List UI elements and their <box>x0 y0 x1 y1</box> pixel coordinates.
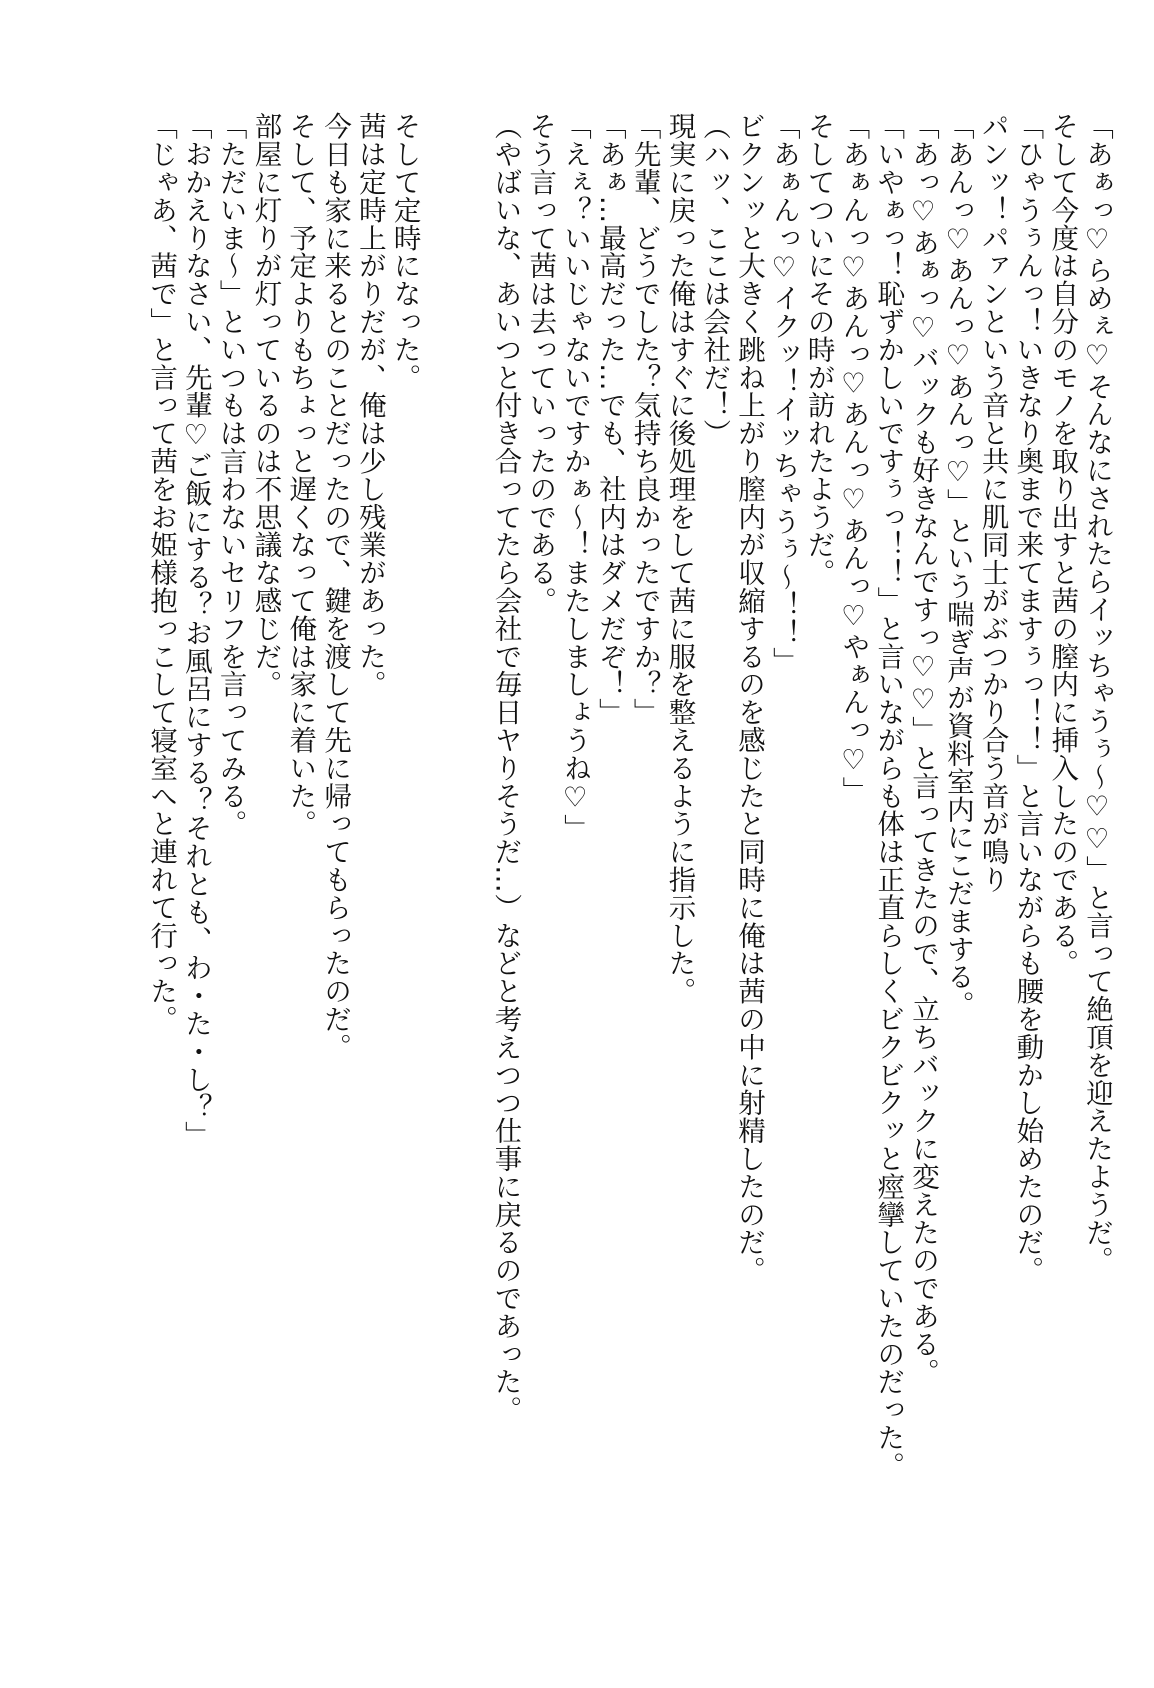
text-line: ビクンッと大きく跳ね上がり膣内が収縮するのを感じたと同時に俺は茜の中に射精したのだ。 <box>733 112 766 1284</box>
text-line: 「あぁんっ♡イクッ！イッちゃうぅ～！！」 <box>767 112 800 675</box>
text-line: 「あっ♡あぁっ♡バックも好きなんですっ♡♡」と言ってきたので、立ちバックに変えたのである。 <box>907 112 940 1386</box>
vertical-text-body <box>143 112 1114 1652</box>
text-line: 「ひゃうぅんっ！いきなり奥まで来てますぅっ！！」と言いながらも腰を動かし始めたのだ。 <box>1011 112 1044 1284</box>
text-line: 茜は定時上がりだが、俺は少し残業があった。 <box>353 112 386 698</box>
text-line: 現実に戻った俺はすぐに後処理をして茜に服を整えるように指示した。 <box>663 112 696 1005</box>
text-line: そして、予定よりもちょっと遅くなって俺は家に着いた。 <box>284 112 317 838</box>
text-line: そしてついにその時が訪れたようだ。 <box>802 112 835 587</box>
text-line: 「いやぁっ！恥ずかしいですぅっ！！」と言いながらも体は正直らしくビクビクッと痙攣していたのだった。 <box>872 112 905 1480</box>
text-line: 今日も家に来るとのことだったので、鍵を渡して先に帰ってもらったのだ。 <box>319 112 352 1061</box>
text-line: （ハッ、ここは会社だ！） <box>698 112 731 447</box>
text-line: 「あぁっ♡らめぇ♡そんなにされたらイッちゃうぅ～♡♡」と言って絶頂を迎えたようだ。 <box>1081 112 1113 1274</box>
text-line: 「おかえりなさい、先輩♡ご飯にする？お風呂にする？それとも、わ・た・し？」 <box>179 112 212 1149</box>
text-line: 「先輩、どうでした？気持ち良かったですか？」 <box>628 112 661 726</box>
text-line: （やばいな、あいつと付き合ってたら会社で毎日ヤりそうだ…）などと考えつつ仕事に戻るのであった。 <box>489 112 522 1424</box>
text-line: 「あぁ…最高だった…でも、社内はダメだぞ！」 <box>593 112 626 726</box>
text-line: 「ただいま～」といつもは言わないセリフを言ってみる。 <box>214 112 247 838</box>
text-line: 「えぇ？いいじゃないですかぁ～！またしましょうね♡」 <box>559 112 592 842</box>
text-line: そう言って茜は去っていったのである。 <box>524 112 557 615</box>
paragraph-gap <box>422 112 488 1652</box>
text-line: そして今度は自分のモノを取り出すと茜の膣内に挿入したのである。 <box>1046 112 1079 977</box>
text-line: 部屋に灯りが灯っているのは不思議な感じだ。 <box>249 112 282 698</box>
text-line: 「あぁんっ♡あんっ♡あんっ♡あんっ♡やぁんっ♡」 <box>837 112 870 805</box>
text-line: 「じゃあ、茜で」と言って茜をお姫様抱っこして寝室へと連れて行った。 <box>145 112 178 1033</box>
text-line: 「あんっ♡あんっ♡あんっ♡」という喘ぎ声が資料室内にこだまする。 <box>941 112 974 1019</box>
text-line: そして定時になった。 <box>388 112 421 391</box>
text-line: パンッ！パァンという音と共に肌同士がぶつかり合う音が鳴り <box>976 112 1009 894</box>
